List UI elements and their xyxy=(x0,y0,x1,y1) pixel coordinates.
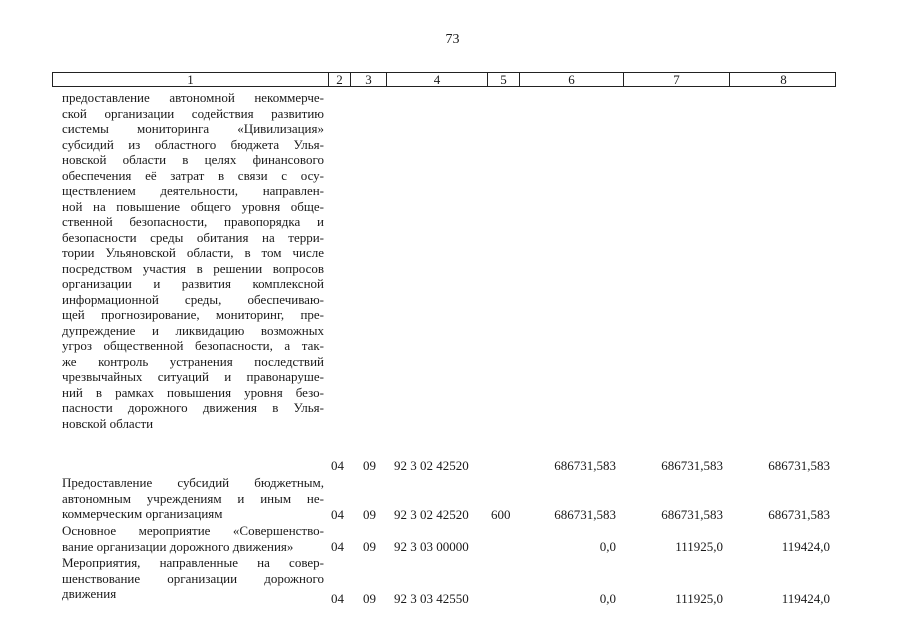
table-header xyxy=(52,72,836,87)
header-col-3: 3 xyxy=(350,73,386,86)
desc-line: посредством участия в решении вопросов xyxy=(62,260,324,276)
header-col-2: 2 xyxy=(328,73,350,86)
desc-line: автономным учреждениям и иным не- xyxy=(62,490,324,506)
header-col-7: 7 xyxy=(623,73,729,86)
desc-line: ной на повышение общего уровня обще- xyxy=(62,198,324,214)
cell-amount-7: 111925,0 xyxy=(675,539,723,554)
desc-line: угроз общественной безопасности, а так- xyxy=(62,338,324,353)
desc-line: системы мониторинга «Цивилизация» xyxy=(62,121,324,136)
cell-amount-8: 686731,583 xyxy=(768,507,830,522)
desc-line: информационной среды, обеспечиваю- xyxy=(62,291,324,307)
desc-line: ской организации содействия развитию xyxy=(62,105,324,121)
cell-amount-6: 0,0 xyxy=(599,539,616,554)
cell-amount-8: 686731,583 xyxy=(768,458,830,473)
desc-line: дупреждение и ликвидацию возможных xyxy=(62,322,324,338)
cell-expense-type: 600 xyxy=(491,507,511,522)
cell-target-code: 92 3 02 42520 xyxy=(394,507,469,522)
cell-subsection: 09 xyxy=(363,458,376,473)
cell-amount-6: 686731,583 xyxy=(554,507,616,522)
cell-subsection: 09 xyxy=(363,507,376,522)
desc-line: субсидий из областного бюджета Улья- xyxy=(62,136,324,152)
cell-section: 04 xyxy=(331,458,344,473)
cell-section: 04 xyxy=(331,539,344,554)
row-description xyxy=(62,90,324,431)
desc-line: Предоставление субсидий бюджетным, xyxy=(62,475,324,490)
cell-section: 04 xyxy=(331,507,344,522)
desc-line: коммерческим организациям xyxy=(62,506,223,521)
desc-line: Основное мероприятие «Совершенство- xyxy=(62,523,324,538)
cell-target-code: 92 3 03 42550 xyxy=(394,591,469,606)
row-description xyxy=(62,475,324,522)
desc-line: Мероприятия, направленные на совер- xyxy=(62,555,324,570)
desc-line: новской области xyxy=(62,415,154,431)
desc-line: обеспечения её затрат в связи с осу- xyxy=(62,167,324,183)
desc-line: ществлением деятельности, направлен- xyxy=(62,183,324,198)
cell-amount-7: 686731,583 xyxy=(661,458,723,473)
desc-line: щей прогнозирование, мониторинг, пре- xyxy=(62,307,324,322)
header-col-4: 4 xyxy=(386,73,487,86)
cell-amount-7: 686731,583 xyxy=(661,507,723,522)
cell-amount-8: 119424,0 xyxy=(781,539,830,554)
cell-amount-6: 686731,583 xyxy=(554,458,616,473)
desc-line: новской области в целях финансового xyxy=(62,152,324,167)
desc-line: ственной безопасности, правопорядка и xyxy=(62,214,324,229)
cell-amount-6: 0,0 xyxy=(599,591,616,606)
desc-line: же контроль устранения последствий xyxy=(62,353,324,369)
desc-line: пасности дорожного движения в Улья- xyxy=(62,400,324,415)
desc-line: предоставление автономной некоммерче- xyxy=(62,90,324,105)
cell-amount-8: 119424,0 xyxy=(781,591,830,606)
header-col-8: 8 xyxy=(729,73,837,86)
desc-line: чрезвычайных ситуаций и правонаруше- xyxy=(62,369,324,384)
cell-subsection: 09 xyxy=(363,539,376,554)
header-col-5: 5 xyxy=(487,73,519,86)
cell-amount-7: 111925,0 xyxy=(675,591,723,606)
desc-line: шенствование организации дорожного xyxy=(62,570,324,586)
desc-line: безопасности среды обитания на терри- xyxy=(62,229,324,245)
cell-target-code: 92 3 02 42520 xyxy=(394,458,469,473)
cell-subsection: 09 xyxy=(363,591,376,606)
cell-section: 04 xyxy=(331,591,344,606)
cell-target-code: 92 3 03 00000 xyxy=(394,539,469,554)
desc-line: вание организации дорожного движения» xyxy=(62,538,294,554)
desc-line: тории Ульяновской области, в том числе xyxy=(62,245,324,260)
page-number: 73 xyxy=(445,32,460,47)
desc-line: ний в рамках повышения уровня безо- xyxy=(62,384,324,400)
desc-line: движения xyxy=(62,586,117,601)
header-col-6: 6 xyxy=(519,73,623,86)
row-description xyxy=(62,523,324,554)
desc-line: организации и развития комплексной xyxy=(62,276,324,291)
header-col-1: 1 xyxy=(187,72,194,87)
row-description xyxy=(62,555,324,602)
